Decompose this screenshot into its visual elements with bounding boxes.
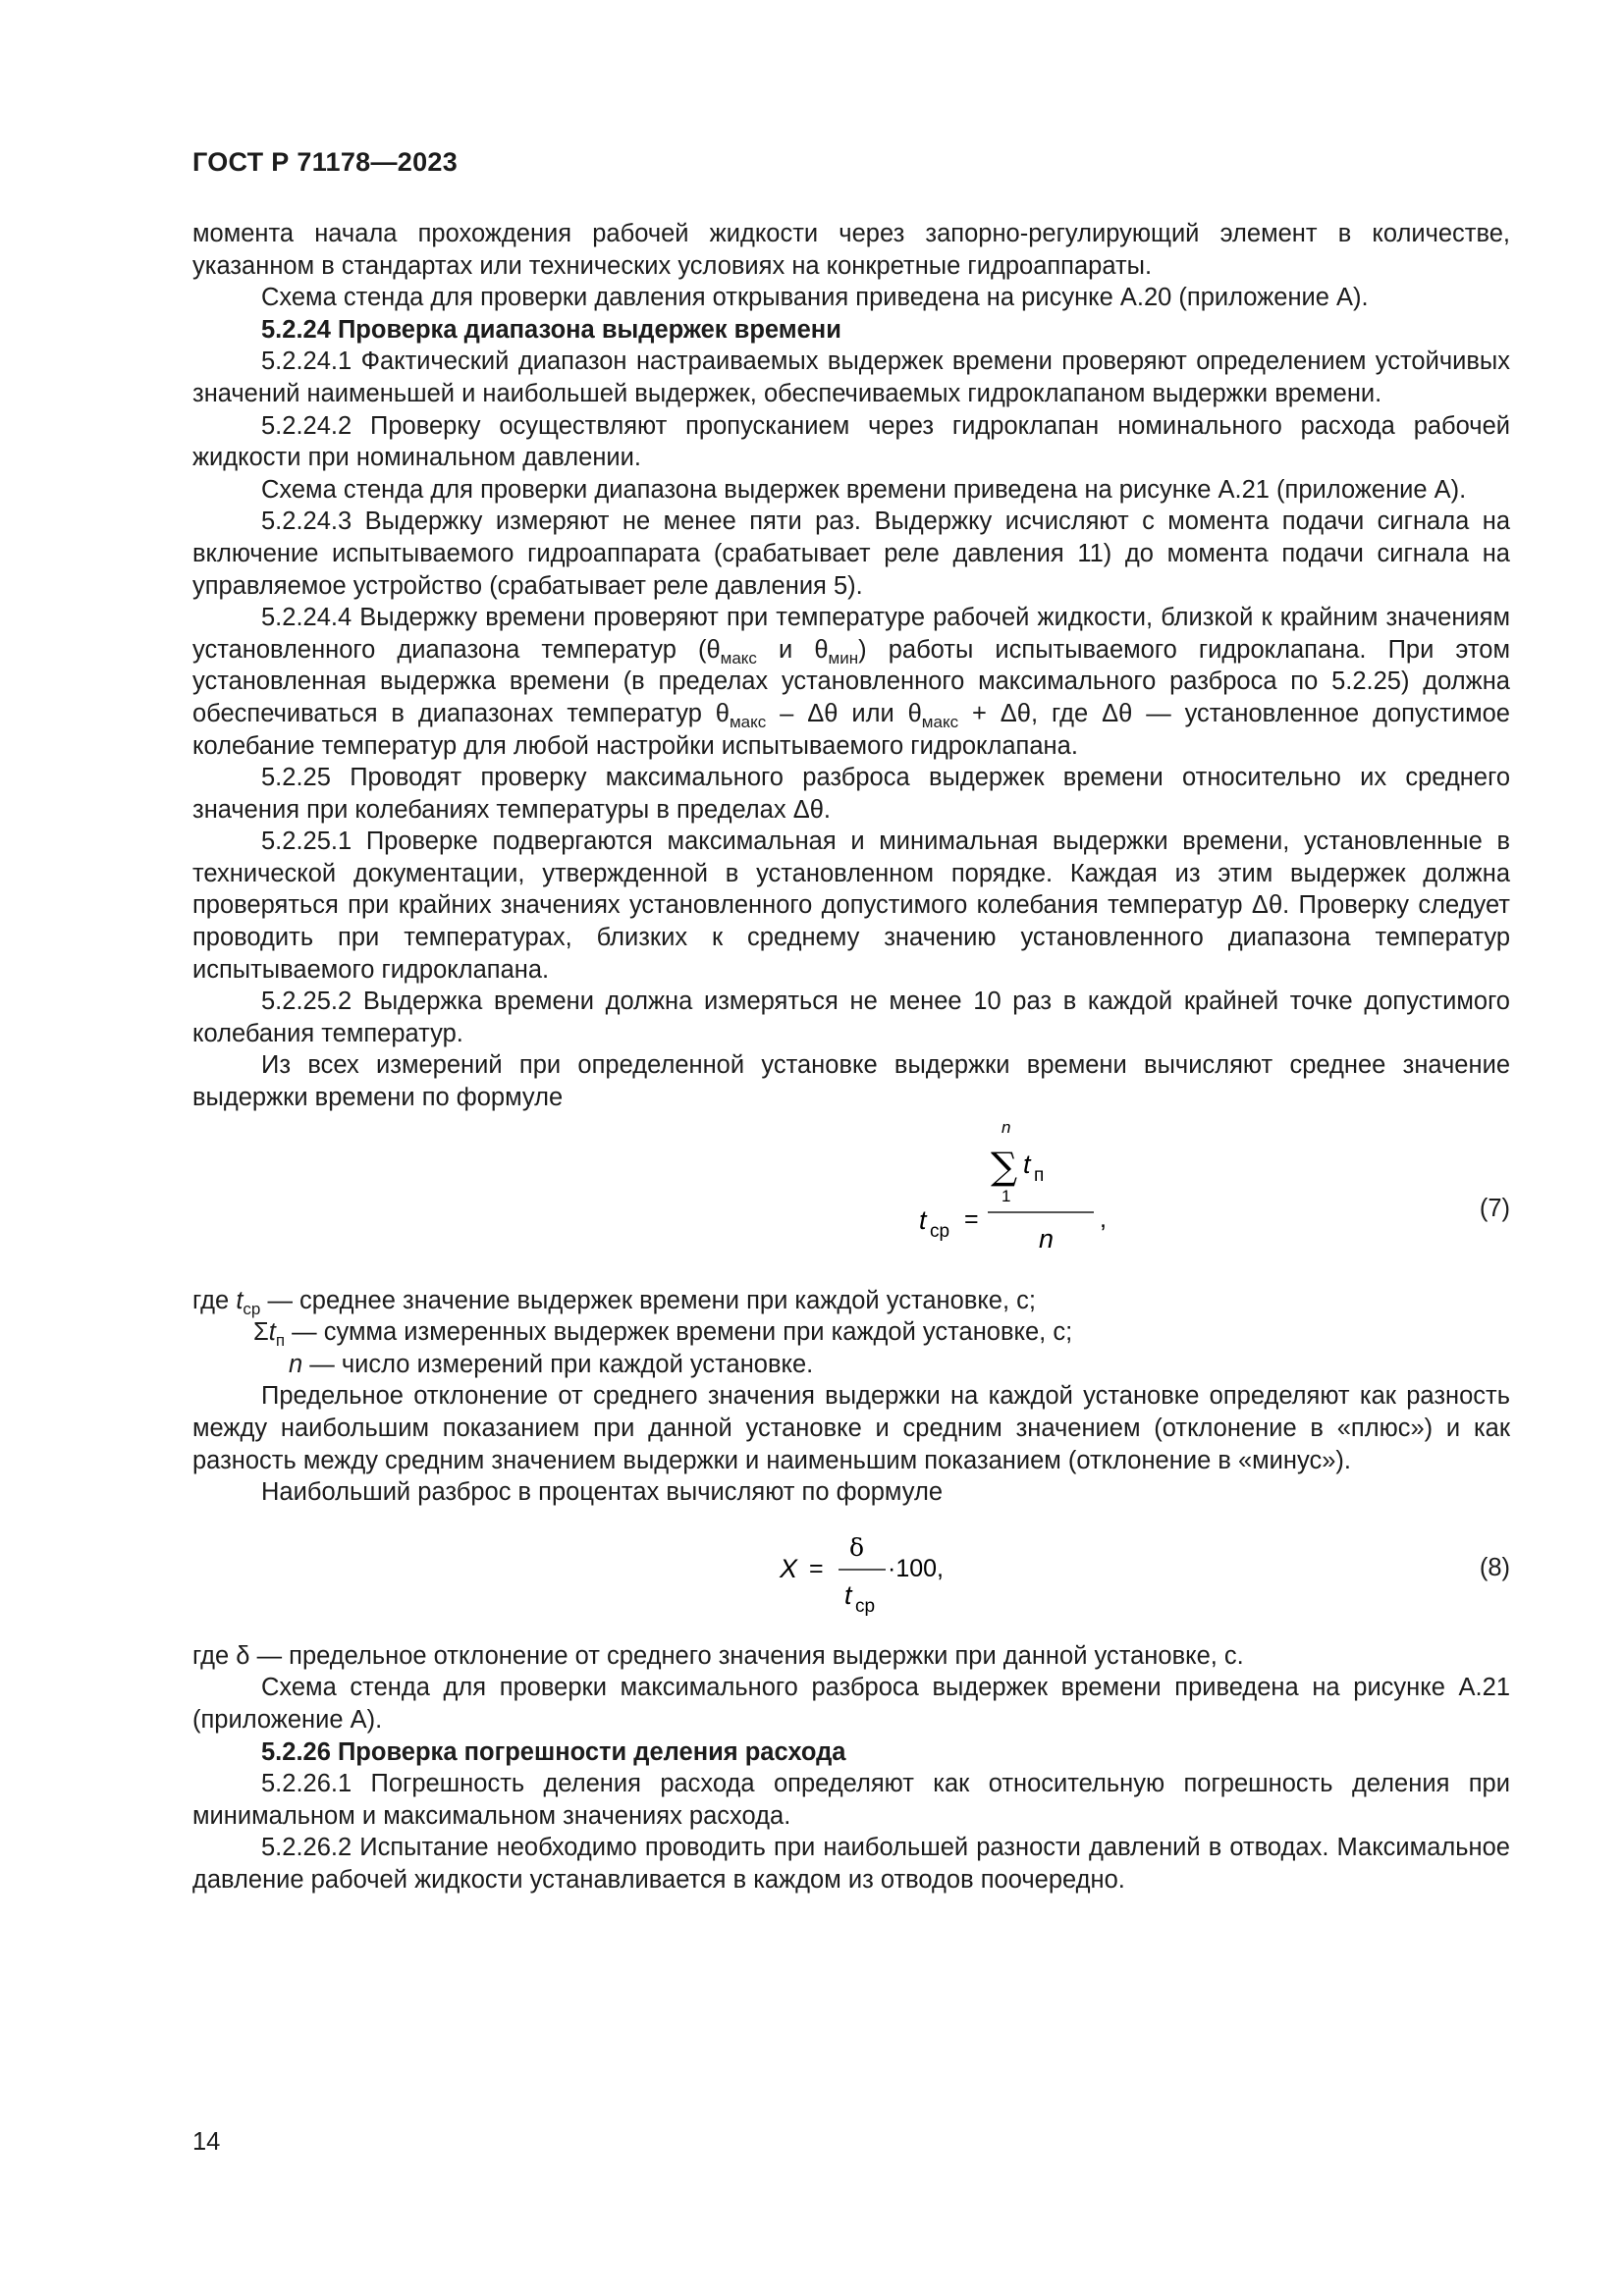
section-heading-5-2-26: 5.2.26 Проверка погрешности деления расхода bbox=[261, 1737, 846, 1766]
body-text bbox=[192, 218, 1510, 1896]
subscript: ср bbox=[243, 1299, 261, 1318]
symbol: t bbox=[236, 1286, 244, 1314]
paragraph-5-2-24-4 bbox=[192, 602, 1510, 762]
where-sum-tp bbox=[192, 1316, 1510, 1349]
formula-8-number: (8) bbox=[1479, 1553, 1510, 1581]
subscript: п bbox=[275, 1331, 286, 1351]
formula-7-trail: , bbox=[1100, 1204, 1107, 1233]
page-number: 14 bbox=[192, 2128, 221, 2156]
formula-8-lhs: X bbox=[780, 1553, 798, 1583]
paragraph: 5.2.25 Проводят проверку максимального разброса выдержек времени относительно их среднего значения при колебаниях температуры в пределах Δθ. bbox=[192, 764, 1510, 824]
formula-7-sum-lower: 1 bbox=[1001, 1186, 1011, 1205]
text-run: – Δθ или θ bbox=[766, 699, 922, 727]
text-run: ) работы испытываемого гидроклапана. При этом установленная выдержка времени (в пределах установленного максимального разброса по 5.2.25) должна обеспечиваться в диапазонах температур θ bbox=[192, 635, 1510, 727]
formula-8-denominator: t bbox=[844, 1579, 852, 1610]
paragraph: 5.2.24.3 Выдержку измеряют не менее пяти раз. Выдержку исчисляют с момента подачи сигнала на включение испытываемого гидроаппарата (срабатывает реле давления 11) до момента подачи сигнала на управляемое устройство (срабатывает реле давления 5). bbox=[192, 507, 1510, 600]
formula-7-graphic bbox=[192, 1118, 1510, 1285]
paragraph: 5.2.24.1 Фактический диапазон настраиваемых выдержек времени проверяют определением устойчивых значений наименьшей и наибольшей выдержек, обеспечиваемых гидроклапаном выдержки времени. bbox=[192, 347, 1510, 407]
formula-7 bbox=[192, 1118, 1510, 1285]
formula-7-number: (7) bbox=[1479, 1194, 1510, 1222]
paragraph: Предельное отклонение от среднего значения выдержки на каждой установке определяют как разность между наибольшим показанием при данной установке и средним значением (отклонение в «плюс») и как разность между средним значением выдержки и наименьшим показанием (отклонение в «минус»). bbox=[192, 1382, 1510, 1474]
formula-7-equals: = bbox=[964, 1204, 979, 1233]
paragraph: Схема стенда для проверки давления открывания приведена на рисунке А.20 (приложение А). bbox=[261, 284, 1369, 312]
formula-7-sum-term-sub: п bbox=[1034, 1164, 1045, 1186]
paragraph: 5.2.26.1 Погрешность деления расхода определяют как относительную погрешность деления при минимальном и максимальном значениях расхода. bbox=[192, 1770, 1510, 1830]
paragraph: Наибольший разброс в процентах вычисляют по формуле bbox=[261, 1478, 944, 1507]
text-run: — число измерений при каждой установке. bbox=[302, 1350, 814, 1378]
paragraph: 5.2.25.2 Выдержка времени должна измеряться не менее 10 раз в каждой крайней точке допустимого колебания температур. bbox=[192, 988, 1510, 1047]
paragraph: момента начала прохождения рабочей жидкости через запорно-регулирующий элемент в количестве, указанном в стандартах или технических условиях на конкретные гидроаппараты. bbox=[192, 220, 1510, 280]
formula-8-multiplier: ·100, bbox=[888, 1554, 944, 1582]
standard-designation: ГОСТ Р 71178—2023 bbox=[192, 147, 459, 177]
subscript: макс bbox=[729, 712, 767, 731]
text-run: и θ bbox=[756, 635, 829, 664]
formula-8-graphic bbox=[192, 1526, 1510, 1640]
text-run: + Δθ, где Δθ — установленное допустимое колебание температур для любой настройки испытываемого гидроклапана. bbox=[192, 699, 1510, 760]
where-delta: где δ — предельное отклонение от среднего значения выдержки при данной установке, с. bbox=[192, 1641, 1244, 1670]
symbol: t bbox=[268, 1318, 276, 1347]
formula-7-denominator: n bbox=[1039, 1223, 1055, 1254]
paragraph: 5.2.25.1 Проверке подвергаются максимальная и минимальная выдержки времени, установленные в технической документации, утвержденной в установленном порядке. Каждая из этим выдержек должна проверяться при крайних значениях установленного допустимого колебания температур Δθ. Проверку следует проводить при температурах, близких к среднему значению установленного диапазона температур испытываемого гидроклапана. bbox=[192, 828, 1510, 984]
paragraph: 5.2.24.2 Проверку осуществляют пропусканием через гидроклапан номинального расхода рабочей жидкости при номинальном давлении. bbox=[192, 411, 1510, 472]
subscript: макс bbox=[921, 712, 959, 731]
formula-8-denominator-sub: ср bbox=[855, 1595, 876, 1617]
paragraph: Схема стенда для проверки диапазона выдержек времени приведена на рисунке А.21 (приложение А). bbox=[261, 475, 1467, 504]
formula-7-lhs-sub: ср bbox=[930, 1220, 950, 1242]
symbol: n bbox=[289, 1350, 303, 1378]
text-run: — сумма измеренных выдержек времени при каждой установке, с; bbox=[285, 1318, 1073, 1347]
paragraph: Из всех измерений при определенной установке выдержки времени вычисляют среднее значение выдержки времени по формуле bbox=[192, 1051, 1510, 1112]
formula-7-sum-upper: n bbox=[1001, 1117, 1011, 1137]
formula-7-lhs: t bbox=[919, 1204, 927, 1235]
section-heading-5-2-24: 5.2.24 Проверка диапазона выдержек времени bbox=[261, 315, 841, 344]
where-n bbox=[192, 1349, 1510, 1381]
paragraph: Схема стенда для проверки максимального разброса выдержек времени приведена на рисунке А.21 (приложение А). bbox=[192, 1674, 1510, 1734]
text-run: где bbox=[192, 1286, 237, 1314]
formula-8-numerator: δ bbox=[849, 1532, 865, 1562]
formula-7-sum-term: t bbox=[1023, 1148, 1031, 1179]
subscript: макс bbox=[720, 648, 757, 667]
formula-8-equals: = bbox=[809, 1554, 824, 1582]
formula-8 bbox=[192, 1526, 1510, 1640]
where-tcp bbox=[192, 1285, 1510, 1317]
text-run: 5.2.24.4 Выдержку времени проверяют при температуре рабочей жидкости, близкой к крайним значениям установленного диапазона температур (θ bbox=[192, 604, 1510, 664]
text-run: — среднее значение выдержек времени при каждой установке, с; bbox=[260, 1286, 1036, 1314]
subscript: мин bbox=[828, 648, 859, 667]
formula-7-sum-sign: ∑ bbox=[991, 1144, 1018, 1188]
paragraph: 5.2.26.2 Испытание необходимо проводить при наибольшей разности давлений в отводах. Максимальное давление рабочей жидкости устанавливается в каждом из отводов поочередно. bbox=[192, 1834, 1510, 1894]
symbol: Σ bbox=[253, 1318, 269, 1347]
